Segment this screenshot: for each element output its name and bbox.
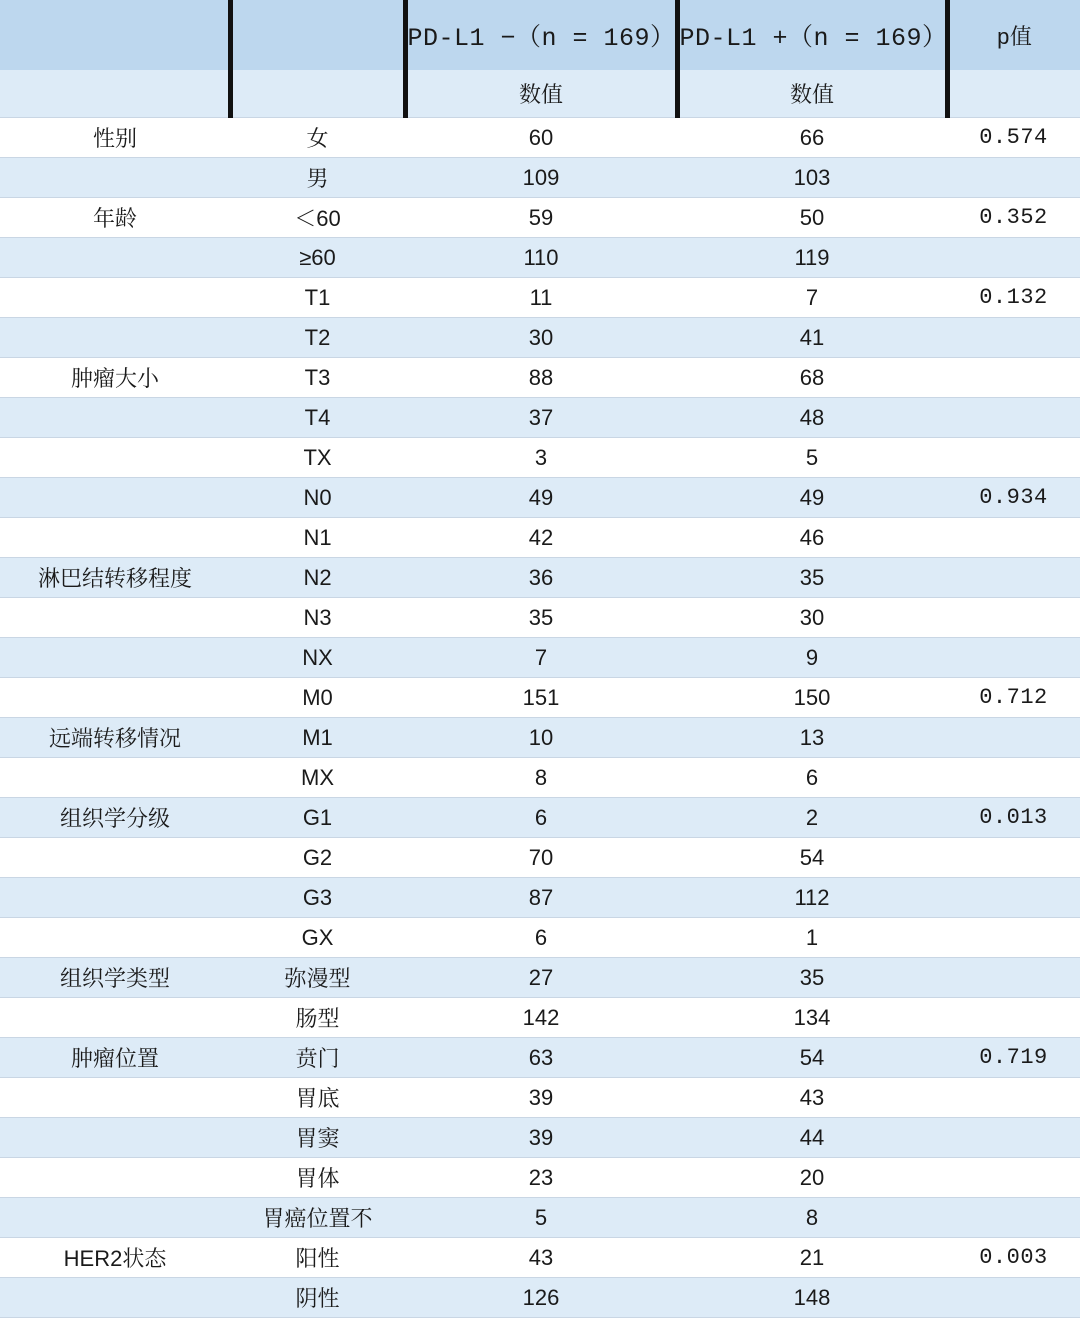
table-row bbox=[0, 1278, 1080, 1318]
cell-pdl1-positive: 35 bbox=[677, 558, 947, 598]
cell-category bbox=[0, 1158, 230, 1198]
cell-pdl1-positive: 103 bbox=[677, 158, 947, 198]
cell-pdl1-negative: 27 bbox=[405, 958, 677, 998]
cell-pdl1-negative: 30 bbox=[405, 318, 677, 358]
cell-subgroup: MX bbox=[230, 758, 405, 798]
cell-subgroup: 阳性 bbox=[230, 1238, 405, 1278]
cell-subgroup: G2 bbox=[230, 838, 405, 878]
cell-subgroup: N0 bbox=[230, 478, 405, 518]
table-row bbox=[0, 798, 1080, 838]
table-row bbox=[0, 158, 1080, 198]
table-row bbox=[0, 438, 1080, 478]
cell-pvalue bbox=[947, 1078, 1080, 1118]
cell-pvalue bbox=[947, 958, 1080, 998]
cell-pvalue bbox=[947, 598, 1080, 638]
cell-pvalue bbox=[947, 1278, 1080, 1318]
cell-category bbox=[0, 518, 230, 558]
cell-category bbox=[0, 998, 230, 1038]
cell-subgroup: T1 bbox=[230, 278, 405, 318]
cell-pdl1-negative: 10 bbox=[405, 718, 677, 758]
cell-pdl1-negative: 6 bbox=[405, 798, 677, 838]
cell-pdl1-positive: 54 bbox=[677, 1038, 947, 1078]
cell-pdl1-negative: 37 bbox=[405, 398, 677, 438]
cell-pdl1-positive: 35 bbox=[677, 958, 947, 998]
cell-category bbox=[0, 1198, 230, 1238]
table-row bbox=[0, 238, 1080, 278]
cell-pvalue bbox=[947, 398, 1080, 438]
cell-pdl1-positive: 5 bbox=[677, 438, 947, 478]
cell-category bbox=[0, 918, 230, 958]
cell-category: 肿瘤大小 bbox=[0, 358, 230, 398]
cell-pdl1-positive: 66 bbox=[677, 118, 947, 158]
cell-pdl1-positive: 112 bbox=[677, 878, 947, 918]
cell-category: 年龄 bbox=[0, 198, 230, 238]
cell-pvalue: 0.352 bbox=[947, 198, 1080, 238]
cell-subgroup: 胃体 bbox=[230, 1158, 405, 1198]
cell-pdl1-negative: 63 bbox=[405, 1038, 677, 1078]
cell-subgroup: T4 bbox=[230, 398, 405, 438]
cell-pdl1-negative: 151 bbox=[405, 678, 677, 718]
cell-pdl1-positive: 1 bbox=[677, 918, 947, 958]
cell-pdl1-positive: 49 bbox=[677, 478, 947, 518]
cell-subgroup: N2 bbox=[230, 558, 405, 598]
cell-category bbox=[0, 478, 230, 518]
cell-subgroup: N3 bbox=[230, 598, 405, 638]
cell-pdl1-positive: 119 bbox=[677, 238, 947, 278]
table-row bbox=[0, 838, 1080, 878]
table-row bbox=[0, 1118, 1080, 1158]
cell-category: 远端转移情况 bbox=[0, 718, 230, 758]
cell-category: 淋巴结转移程度 bbox=[0, 558, 230, 598]
cell-pvalue: 0.003 bbox=[947, 1238, 1080, 1278]
cell-pdl1-positive: 48 bbox=[677, 398, 947, 438]
cell-pvalue bbox=[947, 558, 1080, 598]
cell-pdl1-negative: 142 bbox=[405, 998, 677, 1038]
cell-subgroup: 女 bbox=[230, 118, 405, 158]
cell-subgroup: 胃癌位置不 bbox=[230, 1198, 405, 1238]
cell-category bbox=[0, 1118, 230, 1158]
cell-pdl1-positive: 50 bbox=[677, 198, 947, 238]
cell-pdl1-positive: 30 bbox=[677, 598, 947, 638]
table-row bbox=[0, 1198, 1080, 1238]
cell-pdl1-negative: 59 bbox=[405, 198, 677, 238]
cell-subgroup: 弥漫型 bbox=[230, 958, 405, 998]
table-row bbox=[0, 358, 1080, 398]
cell-pdl1-negative: 35 bbox=[405, 598, 677, 638]
table-row bbox=[0, 638, 1080, 678]
cell-subgroup: 贲门 bbox=[230, 1038, 405, 1078]
cell-pdl1-positive: 20 bbox=[677, 1158, 947, 1198]
cell-category bbox=[0, 318, 230, 358]
cell-pvalue bbox=[947, 318, 1080, 358]
cell-subgroup: ≥60 bbox=[230, 238, 405, 278]
cell-subgroup: 胃窦 bbox=[230, 1118, 405, 1158]
cell-pdl1-positive: 7 bbox=[677, 278, 947, 318]
cell-category: 组织学类型 bbox=[0, 958, 230, 998]
cell-subgroup: 肠型 bbox=[230, 998, 405, 1038]
cell-pdl1-positive: 148 bbox=[677, 1278, 947, 1318]
table-row bbox=[0, 318, 1080, 358]
cell-subgroup: 阴性 bbox=[230, 1278, 405, 1318]
cell-pvalue bbox=[947, 438, 1080, 478]
cell-pdl1-positive: 13 bbox=[677, 718, 947, 758]
cell-pdl1-negative: 23 bbox=[405, 1158, 677, 1198]
cell-pdl1-negative: 6 bbox=[405, 918, 677, 958]
cell-pvalue bbox=[947, 718, 1080, 758]
cell-pdl1-positive: 43 bbox=[677, 1078, 947, 1118]
cell-subgroup: NX bbox=[230, 638, 405, 678]
cell-category bbox=[0, 838, 230, 878]
cell-category bbox=[0, 758, 230, 798]
cell-subgroup: 胃底 bbox=[230, 1078, 405, 1118]
cell-subgroup: G1 bbox=[230, 798, 405, 838]
header-subgroup bbox=[230, 0, 405, 70]
table-row bbox=[0, 518, 1080, 558]
cell-pvalue: 0.013 bbox=[947, 798, 1080, 838]
cell-category: HER2状态 bbox=[0, 1238, 230, 1278]
cell-pdl1-negative: 88 bbox=[405, 358, 677, 398]
table-row bbox=[0, 1238, 1080, 1278]
cell-category bbox=[0, 878, 230, 918]
cell-pvalue: 0.132 bbox=[947, 278, 1080, 318]
cell-pvalue: 0.574 bbox=[947, 118, 1080, 158]
cell-pdl1-negative: 42 bbox=[405, 518, 677, 558]
cell-category: 肿瘤位置 bbox=[0, 1038, 230, 1078]
cell-pdl1-negative: 70 bbox=[405, 838, 677, 878]
table-subheader-row bbox=[0, 70, 1080, 118]
subheader-pdl1-positive: 数值 bbox=[677, 70, 947, 118]
cell-pvalue bbox=[947, 638, 1080, 678]
subheader-pvalue bbox=[947, 70, 1080, 118]
cell-pvalue: 0.712 bbox=[947, 678, 1080, 718]
header-pvalue: p值 bbox=[947, 0, 1080, 70]
table-row bbox=[0, 998, 1080, 1038]
cell-pdl1-negative: 7 bbox=[405, 638, 677, 678]
cell-pdl1-positive: 9 bbox=[677, 638, 947, 678]
cell-pdl1-positive: 54 bbox=[677, 838, 947, 878]
subheader-subgroup bbox=[230, 70, 405, 118]
cell-pdl1-positive: 68 bbox=[677, 358, 947, 398]
cell-pvalue bbox=[947, 1158, 1080, 1198]
cell-pdl1-negative: 109 bbox=[405, 158, 677, 198]
table-row bbox=[0, 678, 1080, 718]
cell-pdl1-negative: 39 bbox=[405, 1118, 677, 1158]
cell-subgroup: N1 bbox=[230, 518, 405, 558]
cell-category bbox=[0, 638, 230, 678]
cell-pdl1-negative: 36 bbox=[405, 558, 677, 598]
cell-category bbox=[0, 438, 230, 478]
cell-pdl1-positive: 2 bbox=[677, 798, 947, 838]
cell-category bbox=[0, 678, 230, 718]
cell-subgroup: ＜60 bbox=[230, 198, 405, 238]
table-row bbox=[0, 718, 1080, 758]
cell-pvalue: 0.934 bbox=[947, 478, 1080, 518]
table-row bbox=[0, 598, 1080, 638]
cell-pvalue: 0.719 bbox=[947, 1038, 1080, 1078]
cell-category bbox=[0, 398, 230, 438]
cell-pdl1-negative: 87 bbox=[405, 878, 677, 918]
cell-pdl1-positive: 150 bbox=[677, 678, 947, 718]
table-row bbox=[0, 198, 1080, 238]
table-row bbox=[0, 278, 1080, 318]
cell-category: 性别 bbox=[0, 118, 230, 158]
cell-pdl1-positive: 21 bbox=[677, 1238, 947, 1278]
cell-subgroup: M1 bbox=[230, 718, 405, 758]
table-row bbox=[0, 1078, 1080, 1118]
table-header-row bbox=[0, 0, 1080, 70]
table-row bbox=[0, 758, 1080, 798]
cell-pvalue bbox=[947, 878, 1080, 918]
table-row bbox=[0, 118, 1080, 158]
cell-pvalue bbox=[947, 358, 1080, 398]
table-row bbox=[0, 918, 1080, 958]
cell-subgroup: M0 bbox=[230, 678, 405, 718]
cell-category bbox=[0, 1278, 230, 1318]
cell-subgroup: T3 bbox=[230, 358, 405, 398]
cell-category bbox=[0, 598, 230, 638]
cell-subgroup: T2 bbox=[230, 318, 405, 358]
cell-pvalue bbox=[947, 998, 1080, 1038]
cell-pdl1-negative: 43 bbox=[405, 1238, 677, 1278]
cell-pdl1-positive: 41 bbox=[677, 318, 947, 358]
cell-subgroup: 男 bbox=[230, 158, 405, 198]
cell-category bbox=[0, 158, 230, 198]
header-pdl1-positive: PD-L1 +（n = 169） bbox=[677, 0, 947, 70]
cell-pdl1-negative: 39 bbox=[405, 1078, 677, 1118]
cell-pdl1-negative: 11 bbox=[405, 278, 677, 318]
cell-pdl1-positive: 44 bbox=[677, 1118, 947, 1158]
subheader-category bbox=[0, 70, 230, 118]
cell-pdl1-positive: 134 bbox=[677, 998, 947, 1038]
cell-pvalue bbox=[947, 918, 1080, 958]
cell-pvalue bbox=[947, 838, 1080, 878]
cell-pdl1-negative: 8 bbox=[405, 758, 677, 798]
cell-pdl1-negative: 110 bbox=[405, 238, 677, 278]
cell-category: 组织学分级 bbox=[0, 798, 230, 838]
cell-category bbox=[0, 238, 230, 278]
header-category bbox=[0, 0, 230, 70]
table-row bbox=[0, 558, 1080, 598]
cell-pvalue bbox=[947, 238, 1080, 278]
table-row bbox=[0, 878, 1080, 918]
cell-pdl1-positive: 46 bbox=[677, 518, 947, 558]
cell-subgroup: TX bbox=[230, 438, 405, 478]
cell-pvalue bbox=[947, 158, 1080, 198]
cell-category bbox=[0, 1078, 230, 1118]
header-pdl1-negative: PD-L1 −（n = 169） bbox=[405, 0, 677, 70]
table-row bbox=[0, 958, 1080, 998]
cell-pvalue bbox=[947, 758, 1080, 798]
cell-pvalue bbox=[947, 518, 1080, 558]
cell-pdl1-negative: 60 bbox=[405, 118, 677, 158]
cell-pdl1-positive: 6 bbox=[677, 758, 947, 798]
cell-pdl1-negative: 5 bbox=[405, 1198, 677, 1238]
cell-pdl1-negative: 49 bbox=[405, 478, 677, 518]
table-row bbox=[0, 398, 1080, 438]
cell-subgroup: G3 bbox=[230, 878, 405, 918]
cell-pdl1-positive: 8 bbox=[677, 1198, 947, 1238]
cell-pdl1-negative: 3 bbox=[405, 438, 677, 478]
table-row bbox=[0, 478, 1080, 518]
table-row bbox=[0, 1158, 1080, 1198]
table-row bbox=[0, 1038, 1080, 1078]
cell-pvalue bbox=[947, 1118, 1080, 1158]
subheader-pdl1-negative: 数值 bbox=[405, 70, 677, 118]
cell-subgroup: GX bbox=[230, 918, 405, 958]
cell-pdl1-negative: 126 bbox=[405, 1278, 677, 1318]
cell-pvalue bbox=[947, 1198, 1080, 1238]
cell-category bbox=[0, 278, 230, 318]
